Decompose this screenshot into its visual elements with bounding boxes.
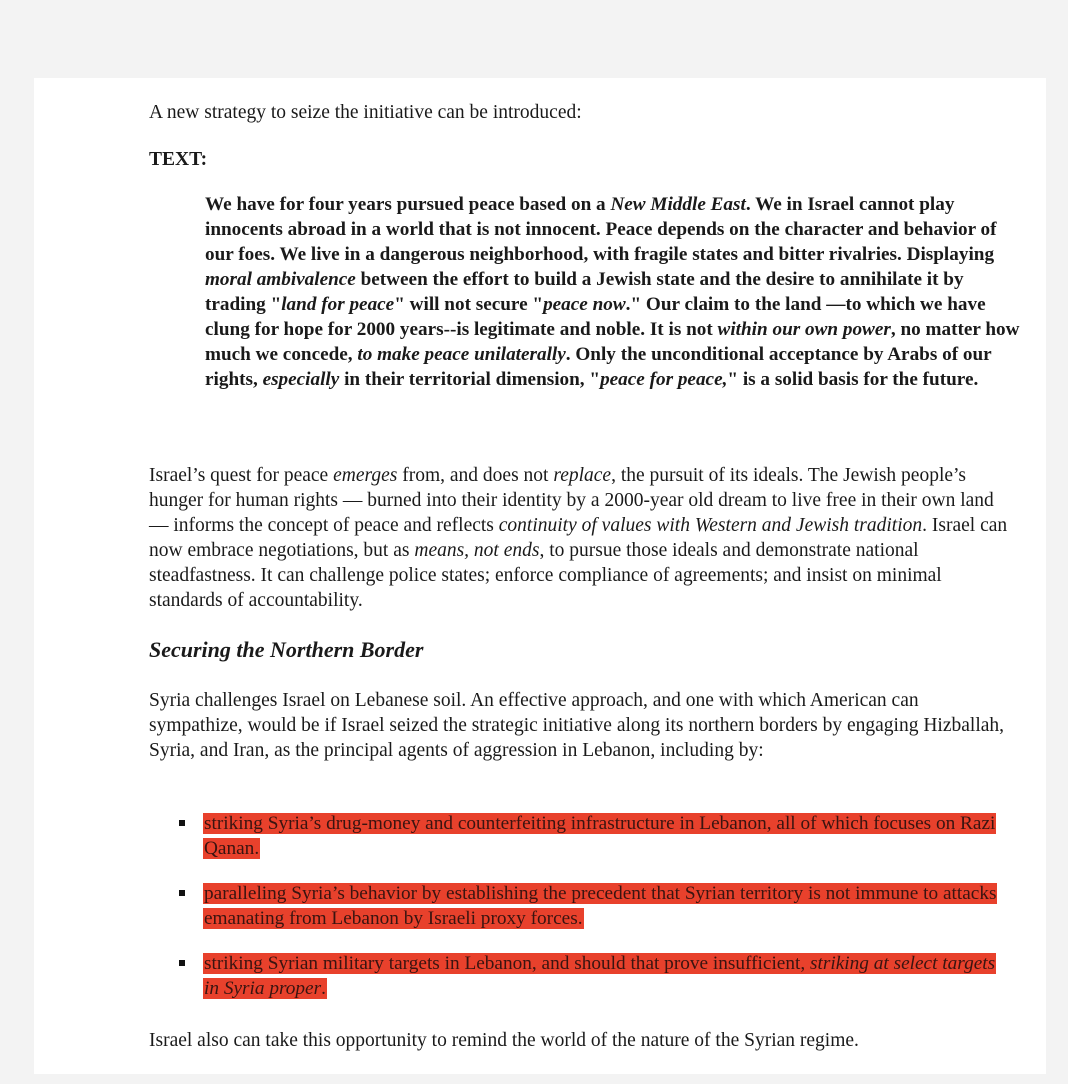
highlighted-text: striking Syria’s drug-money and counterfeiting infrastructure in Lebanon, all of which focuses on Razi Qanan. [204, 813, 996, 859]
quote-text: . We in Israel cannot play innocents abroad in a world that is not innocent. Peace depends on the character and behavior of our foes. We live in a dangerous neighborhood, with fragile states and bitter rivalries. Displaying [205, 194, 997, 265]
section-heading: Securing the Northern Border [149, 637, 424, 662]
paragraph-text: from, and does not [397, 465, 554, 486]
quote-text: " is a solid basis for the future. [727, 369, 979, 390]
bullet-icon [179, 820, 185, 826]
quote-text: between the effort to build a Jewish state and the desire to annihilate it by trading " [205, 269, 964, 315]
bullet-icon [179, 960, 185, 966]
quote-emphasis: peace for peace, [600, 369, 728, 390]
paragraph-emphasis: replace [553, 465, 612, 486]
quote-emphasis: within our own power [717, 319, 891, 340]
quote-emphasis: especially [262, 369, 340, 390]
paragraph-text: , to pursue those ideals and demonstrate national steadfastness. It can challenge police states; enforce compliance of agreements; and insist on minimal standards of accountability. [149, 540, 942, 611]
intro-paragraph: A new strategy to seize the initiative can be introduced: [149, 102, 582, 123]
quote-emphasis: peace now [543, 294, 626, 315]
quote-text: . Only the unconditional acceptance by Arabs of our rights, [205, 344, 992, 390]
bullet-list [179, 811, 1009, 1021]
quote-text: " will not secure " [394, 294, 544, 315]
quote-text: in their territorial dimension, " [339, 369, 601, 390]
final-paragraph: Israel also can take this opportunity to remind the world of the nature of the Syrian regime. [149, 1030, 859, 1051]
paragraph-text: Israel’s quest for peace [149, 465, 334, 486]
quote-emphasis: to make peace unilaterally [357, 344, 566, 365]
text-label: TEXT: [149, 149, 208, 170]
quest-paragraph [149, 463, 1015, 613]
list-item [179, 881, 1009, 931]
highlighted-text: paralleling Syria’s behavior by establishing the precedent that Syrian territory is not immune to attacks emanating from Lebanon by Israeli proxy forces. [204, 883, 997, 929]
quote-emphasis: land for peace [281, 294, 395, 315]
quote-emphasis: New Middle East [610, 194, 746, 215]
paragraph-emphasis: continuity of values with Western and Jewish tradition [498, 515, 923, 536]
document-page [34, 78, 1046, 1074]
quote-text: , no matter how much we concede, [205, 319, 1020, 365]
paragraph-text: . Israel can now embrace negotiations, but as [149, 515, 1008, 561]
highlighted-text [203, 953, 996, 999]
highlighted-emphasis: striking at select targets in Syria proper [204, 953, 996, 999]
syria-paragraph: Syria challenges Israel on Lebanese soil. An effective approach, and one with which American can sympathize, would be if Israel seized the strategic initiative along its northern borders by engaging Hizballah, Syria, and Iran, as the principal agents of aggression in Lebanon, including by: [149, 690, 1005, 761]
list-item [179, 811, 1009, 861]
paragraph-emphasis: means, not ends [414, 540, 540, 561]
quote-emphasis: moral ambivalence [205, 269, 356, 290]
paragraph-emphasis: emerges [333, 465, 398, 486]
paragraph-text: , the pursuit of its ideals. The Jewish people’s hunger for human rights — burned into their identity by a 2000-year old dream to live free in their own land — informs the concept of peace and reflects [149, 465, 994, 536]
bullet-icon [179, 890, 185, 896]
highlighted-text-part: striking Syrian military targets in Lebanon, and should that prove insufficient, [204, 953, 811, 974]
quote-text: We have for four years pursued peace based on a [205, 194, 611, 215]
quoted-text-block [205, 192, 1025, 392]
highlighted-text-end: . [321, 978, 326, 999]
list-item [179, 951, 1009, 1001]
quote-text: ." Our claim to the land —to which we have clung for hope for 2000 years--is legitimate and noble. It is not [205, 294, 986, 340]
